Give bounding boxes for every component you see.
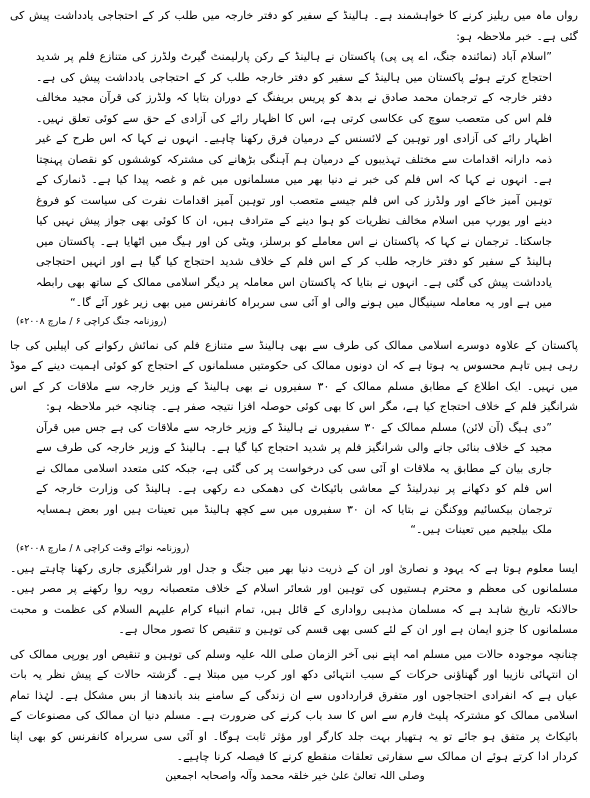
conclusion-paragraph: چنانچہ موجودہ حالات میں مسلم امہ اپنے نبی آخر الزمان صلی اللہ علیہ وسلم کی توہین و تنقیص اور یورپی ممالک کی ان انتہائی نازیبا اور گھناؤنی حرکات کے سبب انتہائی دکھ اور کرب میں مبتلا ہے۔ گزشتہ حالات کے پیش نظر یہ بات عیاں ہے کہ انفرادی احتجاجوں اور متفرق قراردادوں سے ان زندگی کے سامنے بند باندھنا از بس مشکل ہے۔ لہٰذا تمام اسلامی ممالک کو مشترکہ پلیٹ فارم سے اس کا سد باب کرنے کی ضرورت ہے۔ مسلم دنیا ان ممالک کی مصنوعات کے بائیکاٹ پر متفق ہو جائے تو یہ ہتھیار بہت جلد کارگر اور مؤثر ثابت ہوگا۔ او آئی سی سربراہ کانفرنس کو بھی اپنا کردار ادا کرتے ہوئے ان ممالک سے سفارتی تعلقات منقطع کرنے کا فیصلہ کرنا چاہیے۔ [10, 647, 578, 763]
jang-news-quote: ”اسلام آباد (نمائندہ جنگ، اے پی پی) پاکستان نے ہالینڈ کے رکن پارلیمنٹ گیرٹ ولڈرز کی متنازع فلم پر شدید احتجاج کرتے ہوئے پاکستان میں ہالینڈ کے سفیر کو دفتر خارجہ طلب کر کے احتجاجی یادداشت پیش کی ہے۔ دفتر خارجہ کے ترجمان محمد صادق نے بدھ کو پریس بریفنگ کے دوران بتایا کہ ولڈرز کی قرآن مجید مخالف فلم اس کی متعصب سوچ کی عکاسی کرتی ہے، اس کا اظہار رائے کی آزادی کے حق سے کوئی تعلق نہیں۔ اظہار رائے کی آزادی اور توہین کے لائسنس کے درمیان فرق رکھنا چاہیے۔ انہوں نے کہا کہ اس طرح کے غیر ذمہ دارانہ اقدامات سے مختلف تہذیبوں کے درمیان ہم آہنگی بڑھانے کی مشترکہ کوششوں کو نقصان پہنچتا ہے۔ انہوں نے کہا کہ اس فلم کی خبر نے دنیا بھر میں مسلمانوں میں غم و غصہ پیدا کیا ہے۔ ڈنمارک کے توہین آمیز خاکے اور ولڈرز کی اس فلم جیسے متعصب اور توہین آمیز اقدامات نفرت کی سیاست کو فروغ دینے اور یورپ میں اسلام مخالف نظریات کو ہوا دینے کے مترادف ہیں، ان کا کوئی بھی جواز پیش نہیں کیا جاسکتا۔ ترجمان نے کہا کہ پاکستان نے اس معاملے کو برسلز، ویٹی کن اور ہیگ میں اٹھایا ہے۔ پاکستان میں ہالینڈ کے سفیر کو دفتر خارجہ طلب کر کے اس فلم کے خلاف شدید احتجاج کیا گیا ہے اور انہیں احتجاجی یادداشت پیش کی گئی ہے۔ انہوں نے بتایا کہ پاکستان اس معاملہ پر دیگر اسلامی ممالک کے ساتھ بھی رابطہ میں ہے اور یہ معاملہ سینیگال میں ہونے والی او آئی سی سربراہ کانفرنس میں بھی زیر غور آئے گا۔“ [36, 50, 552, 309]
analysis-paragraph: ایسا معلوم ہوتا ہے کہ یہود و نصاریٰ اور ان کے ذریت دنیا بھر میں جنگ و جدل اور شرانگیزی جاری رکھنا چاہتے ہیں۔ مسلمانوں کی معظم و محترم ہستیوں کی توہین اور شعائر اسلام کے خلاف متعصبانہ رویہ روا رکھنے پر مصر ہیں۔ حالانکہ تاریخ شاہد ہے کہ مسلمان مذہبی رواداری کے قائل ہیں، تمام انبیاء کرام علیہم السلام کی عظمت و محبت مسلمانوں کا جزو ایمان ہے اور ان کے لئے کسی بھی قسم کی توہین و تنقیص کا تصور محال ہے۔ [10, 561, 578, 636]
closing-salutation: وصلی اللہ تعالیٰ علیٰ خیر خلقہ محمد وآلہ واصحابہ اجمعین [165, 770, 425, 782]
islamic-countries-paragraph: پاکستان کے علاوہ دوسرے اسلامی ممالک کی طرف سے بھی ہالینڈ سے متنازع فلم کی نمائش رکوانے کی اپیلیں کی جا رہی ہیں تاہم محسوس یہ ہوتا ہے کہ ان دونوں ممالک کی حکومتیں مسلمانوں کے احتجاج کو کوئی اہمیت دینے کے موڈ میں نہیں۔ ایک اطلاع کے مطابق مسلم ممالک کے ۳۰ سفیروں نے بھی ہالینڈ کے وزیر خارجہ سے ملاقات کر کے اس شرانگیز فلم کے خلاف احتجاج کیا ہے، مگر اس کا بھی کوئی حوصلہ افزا نتیجہ صفر ہے۔ چنانچہ خبر ملاحظہ ہو: [10, 338, 578, 413]
intro-paragraph: رواں ماہ میں ریلیز کرنے کا خواہشمند ہے۔ ہالینڈ کے سفیر کو دفتر خارجہ میں طلب کر کے احتجاجی یادداشت پیش کی گئی ہے۔ خبر ملاحظہ ہو: [10, 9, 578, 43]
hague-news-quote: ”دی ہیگ (آن لائن) مسلم ممالک کے ۳۰ سفیروں نے ہالینڈ کے وزیر خارجہ سے ملاقات کی ہے جس میں قرآن مجید کے خلاف بنائی جانے والی شرانگیز فلم پر شدید احتجاج کیا گیا ہے۔ ہالینڈ کے وزیر خارجہ کی طرف سے جاری بیان کے مطابق یہ ملاقات او آئی سی کی درخواست پر کی گئی ہے، جبکہ کئی متعدد اسلامی ممالک نے اس فلم کو دکھانے پر نیدرلینڈ کے معاشی بائیکاٹ کی دھمکی دے رکھی ہے۔ ہالینڈ کی وزارت خارجہ کے ترجمان بیکسائیم ووکنگن نے بتایا کہ ان ۳۰ سفیروں میں سے کچھ ہالینڈ میں تعینات ہیں اور بعض ہمسایہ ملک بیلجیم میں تعینات ہیں۔“ [36, 420, 552, 536]
nawaiwaqt-source-citation: (روزنامہ نوائے وقت کراچی ۸ / مارچ ۲۰۰۸ء) [16, 542, 190, 554]
jang-source-citation: (روزنامہ جنگ کراچی ۶ / مارچ ۲۰۰۸ء) [16, 315, 167, 327]
